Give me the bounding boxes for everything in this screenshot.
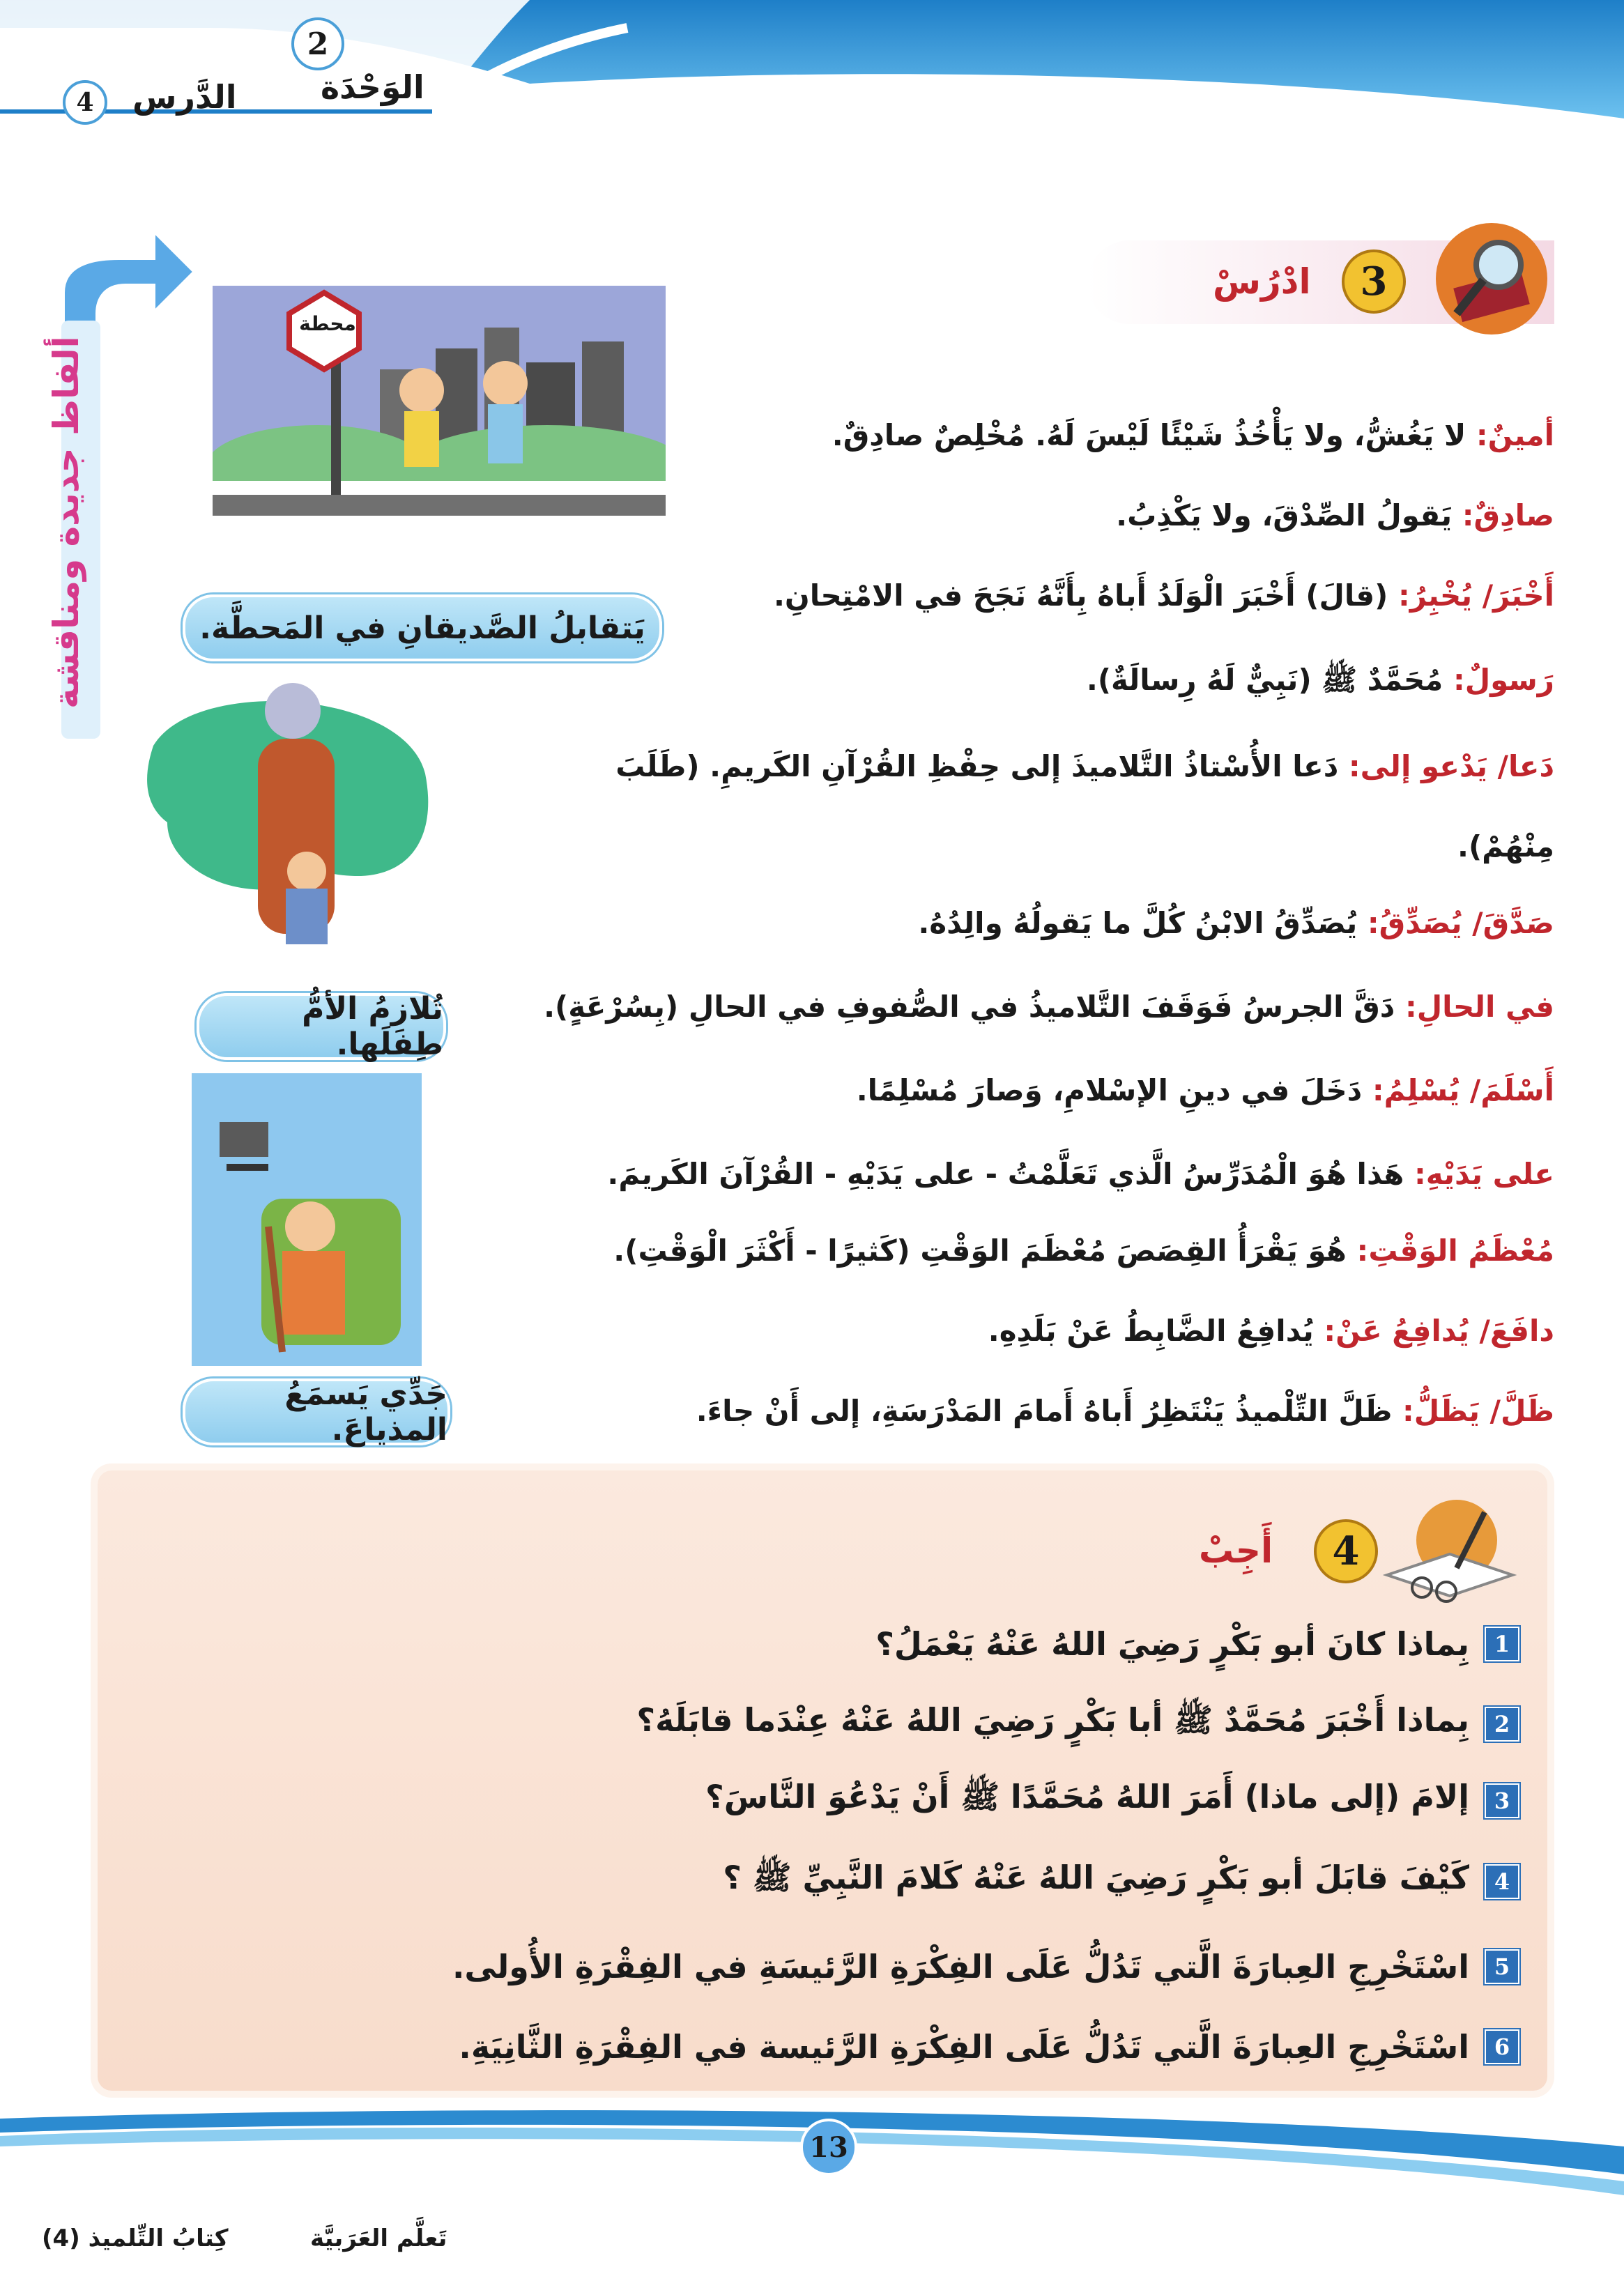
question-text: بِماذا كانَ أبو بَكْرٍ رَضِيَ اللهُ عَنْهُ يَعْمَلُ؟ bbox=[875, 1625, 1469, 1663]
vocab-line-3 bbox=[774, 578, 1554, 613]
vocab-term: أَخْبَرَ/ يُخْبِرُ: bbox=[1397, 578, 1554, 613]
vocab-text: يُصَدِّقُ الابْنُ كُلَّ ما يَقولُهُ والِدُهُ. bbox=[918, 906, 1358, 940]
mother-child-illustration bbox=[139, 662, 439, 976]
question-text: بِماذا أَخْبَرَ مُحَمَّدٌ ﷺ أبا بَكْرٍ رَضِيَ اللهُ عَنْهُ عِنْدَما قابَلَهُ؟ bbox=[636, 1701, 1469, 1739]
vocab-line-10 bbox=[613, 1234, 1554, 1268]
vocab-term: على يَدَيْهِ: bbox=[1414, 1157, 1554, 1191]
question-text: اسْتَخْرِجِ العِبارَةَ الَّتي تَدُلُّ عَلَى الفِكْرَةِ الرَّئيسَةِ في الفِقْرَةِ الأُولى. bbox=[452, 1948, 1469, 1985]
question-1 bbox=[875, 1625, 1519, 1663]
vocab-text: ظَلَّ التِّلْميذُ يَنْتَظِرُ أَباهُ أَمامَ المَدْرَسَةِ، إلى أَنْ جاءَ. bbox=[696, 1394, 1393, 1428]
vocab-text: دَعا الأُسْتاذُ التَّلاميذَ إلى حِفْظِ القُرْآنِ الكَريمِ. (طَلَبَ bbox=[615, 749, 1339, 783]
question-number: 1 bbox=[1485, 1627, 1519, 1661]
vocab-text: دَخَلَ في دينِ الإسْلامِ، وَصارَ مُسْلِمًا. bbox=[856, 1073, 1363, 1107]
book-subtitle: كِتابُ التِّلميذ (4) bbox=[42, 2225, 229, 2252]
vocab-term: دَعا/ يَدْعو إلى: bbox=[1348, 749, 1554, 783]
vocab-term: أمينٌ: bbox=[1476, 418, 1554, 452]
station-illustration bbox=[213, 286, 666, 530]
question-5 bbox=[452, 1948, 1519, 1985]
vocab-text: لا يَغُشُّ، ولا يَأْخُذُ شَيْئًا لَيْسَ لَهُ. مُخْلِصٌ صادِقٌ. bbox=[832, 418, 1466, 452]
question-text: كَيْفَ قابَلَ أبو بَكْرٍ رَضِيَ اللهُ عَنْهُ كَلامَ النَّبِيِّ ﷺ ؟ bbox=[723, 1859, 1469, 1896]
book-title: تَعلَّم العَرَبيَّة bbox=[310, 2225, 447, 2252]
caption-friends: يَتقابلُ الصَّديقانِ في المَحطَّة. bbox=[183, 594, 662, 661]
question-2 bbox=[636, 1700, 1519, 1747]
vocab-text: هَذا هُوَ الْمُدَرِّسُ الَّذي تَعَلَّمْتُ - على يَدَيْهِ - القُرْآنَ الكَريمَ. bbox=[607, 1157, 1404, 1191]
vocab-line-6 bbox=[918, 906, 1554, 940]
page-number: 13 bbox=[800, 2119, 857, 2176]
vocab-term: في الحالِ: bbox=[1404, 990, 1554, 1024]
section4-number: 4 bbox=[1314, 1519, 1378, 1583]
section3-number: 3 bbox=[1342, 249, 1406, 314]
vocab-term: رَسولٌ: bbox=[1453, 663, 1554, 697]
station-sign-text: محطة bbox=[299, 312, 356, 335]
caption-mother: تُلازِمُ الأمُّ طِفلَها. bbox=[197, 993, 446, 1060]
vocab-line-4 bbox=[1087, 662, 1554, 705]
vocab-text: مُحَمَّدٌ ﷺ (نَبِيٌّ لَهُ رِسالَةٌ). bbox=[1086, 663, 1443, 697]
section4-title: أَجِبْ bbox=[1199, 1530, 1273, 1571]
vocab-term: دافَعَ/ يُدافِعُ عَنْ: bbox=[1324, 1314, 1554, 1348]
side-label: ألفاظ جديدة ومناقشة bbox=[46, 336, 86, 709]
vocab-line-11 bbox=[988, 1314, 1554, 1348]
lesson-label: الدَّرس bbox=[132, 78, 237, 116]
vocab-text: يُدافِعُ الضَّابِطُ عَنْ بَلَدِهِ. bbox=[988, 1314, 1314, 1348]
question-number: 6 bbox=[1485, 2029, 1519, 2064]
question-3 bbox=[705, 1777, 1519, 1824]
vocab-term: مُعْظَمُ الوَقْتِ: bbox=[1356, 1234, 1554, 1268]
unit-number: 2 bbox=[291, 17, 344, 70]
question-number: 2 bbox=[1485, 1707, 1519, 1742]
vocab-line-1 bbox=[832, 418, 1554, 452]
vocab-line-7 bbox=[544, 990, 1554, 1024]
book-pencil-icon bbox=[1380, 1498, 1519, 1610]
vocab-term: صَدَّقَ/ يُصَدِّقُ: bbox=[1367, 906, 1554, 940]
vocab-text: مِنْهُمْ). bbox=[1457, 829, 1554, 863]
vocab-term: أَسْلَمَ/ يُسْلِمُ: bbox=[1372, 1073, 1554, 1107]
vocab-line-9 bbox=[607, 1157, 1554, 1191]
question-number: 3 bbox=[1485, 1783, 1519, 1818]
vocab-line-2 bbox=[1116, 498, 1554, 532]
magnifier-icon bbox=[1422, 223, 1561, 341]
vocab-line-8 bbox=[857, 1073, 1554, 1107]
lesson-number: 4 bbox=[63, 80, 107, 125]
vocab-text: (قالَ) أَخْبَرَ الْوَلَدُ أَباهُ بِأَنَّهُ نَجَحَ في الامْتِحانِ. bbox=[773, 578, 1388, 613]
vocab-text: هُوَ يَقْرَأُ القِصَصَ مُعْظَمَ الوَقْتِ (كَثيرًا - أَكْثَرَ الْوَقْتِ). bbox=[613, 1234, 1347, 1268]
vocab-text: يَقولُ الصِّدْقَ، ولا يَكْذِبُ. bbox=[1116, 498, 1453, 532]
question-4 bbox=[723, 1858, 1519, 1905]
question-6 bbox=[459, 2028, 1519, 2066]
vocab-term: ظَلَّ/ يَظَلُّ: bbox=[1402, 1394, 1554, 1428]
vocab-line-5-cont bbox=[1457, 829, 1554, 863]
question-text: إلامَ (إلى ماذا) أَمَرَ اللهُ مُحَمَّدًا ﷺ أَنْ يَدْعُوَ النَّاسَ؟ bbox=[705, 1778, 1469, 1815]
vocab-text: دَقَّ الجرسُ فَوَقَفَ التَّلاميذُ في الصُّفوفِ في الحالِ (بِسُرْعَةٍ). bbox=[544, 990, 1395, 1024]
grandfather-illustration bbox=[192, 1073, 422, 1366]
vocab-line-12 bbox=[696, 1394, 1554, 1428]
section3-title: ادْرُسْ bbox=[1213, 261, 1311, 302]
unit-label: الوَحْدَة bbox=[321, 68, 424, 106]
vocab-line-5 bbox=[615, 749, 1554, 783]
caption-grandfather: جَدِّي يَسمَعُ المذياعَ. bbox=[183, 1378, 450, 1445]
question-number: 4 bbox=[1485, 1864, 1519, 1899]
question-text: اسْتَخْرِجِ العِبارَةَ الَّتي تَدُلُّ عَلَى الفِكْرَةِ الرَّئيسة في الفِقْرَةِ الثَّانِيَةِ. bbox=[459, 2028, 1469, 2066]
header-band bbox=[0, 0, 1624, 132]
vocab-term: صادِقٌ: bbox=[1462, 498, 1554, 532]
question-number: 5 bbox=[1485, 1949, 1519, 1984]
